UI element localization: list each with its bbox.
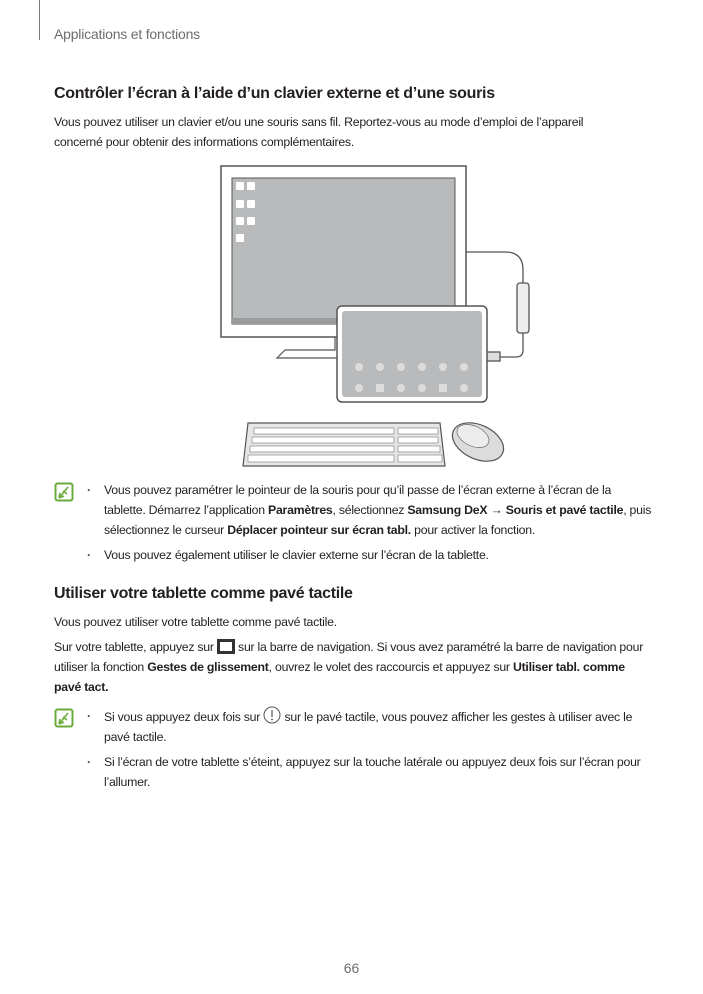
menu-path-pointer: Déplacer pointeur sur écran tabl. — [227, 523, 411, 537]
monitor-tablet-keyboard-mouse-illustration — [190, 160, 550, 470]
note-item: · Vous pouvez paramétrer le pointeur de la souris pour qu’il passe de l’écran externe à l’écran de la tablette. Démarrez l’application Paramètres, sélectionnez Samsung DeX → Souris et pavé tactile, puis sélectionnez le curseur Déplacer pointeur sur écran tabl. pour activer la fonction. — [104, 480, 654, 540]
swipe-gestures-label: Gestes de glissement — [147, 660, 269, 674]
tablet — [337, 306, 487, 402]
note-pencil-icon — [54, 708, 74, 728]
section2-para2: Sur votre tablette, appuyez sur sur la barre de navigation. Si vous avez paramétré la barre de navigation pour utiliser la fonction Gestes de glissement, ouvrez le volet des raccourcis et appuyez sur Utiliser tabl. comme pavé tact. — [54, 640, 644, 694]
note-item: · Si vous appuyez deux fois sur sur le pavé tactile, vous pouvez afficher les gestes à utiliser avec le pavé tactile. — [104, 706, 654, 747]
section-title-touchpad: Utiliser votre tablette comme pavé tactile — [54, 585, 353, 602]
recent-apps-square-icon — [217, 639, 235, 654]
exclamation-circle-icon — [263, 706, 281, 724]
page-number: 66 — [343, 960, 360, 976]
note-block-1 — [54, 480, 654, 570]
section1-intro — [54, 112, 654, 152]
note-item: · Si l’écran de votre tablette s’éteint, appuyez sur la touche latérale ou appuyez deux fois sur l’écran pour l’allumer. — [104, 752, 654, 792]
intro-line-1: Vous pouvez utiliser un clavier et/ou une souris sans fil. Reportez-vous au mode d’emploi de l’appareil — [54, 115, 584, 129]
note-item: · Vous pouvez également utiliser le clavier externe sur l’écran de la tablette. — [104, 545, 654, 565]
menu-path-settings: Paramètres — [268, 503, 333, 517]
use-tablet-touchpad-label: Utiliser tabl. comme pavé tact. — [54, 660, 625, 694]
menu-path-dex: Samsung DeX — [407, 503, 488, 517]
section-title-keyboard-mouse: Contrôler l’écran à l’aide d’un clavier externe et d’une souris — [54, 85, 495, 102]
mouse — [446, 415, 509, 469]
section2-para1: Vous pouvez utiliser votre tablette comme pavé tactile. — [54, 615, 337, 629]
keyboard — [243, 423, 445, 466]
note-pencil-icon — [54, 482, 74, 502]
intro-line-2: concerné pour obtenir des informations complémentaires. — [54, 135, 354, 149]
running-header: Applications et fonctions — [54, 26, 200, 42]
menu-path-mouse: Souris et pavé tactile — [505, 503, 624, 517]
note-block-2 — [54, 706, 654, 797]
margin-rule — [39, 0, 40, 40]
